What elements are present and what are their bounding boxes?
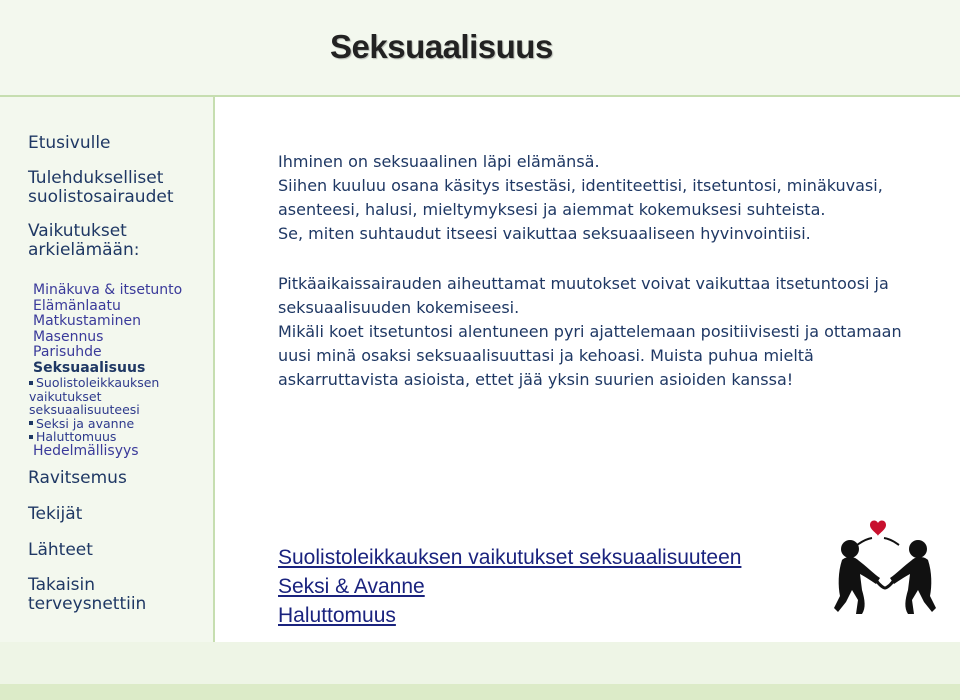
couple-heart-illustration xyxy=(832,516,938,620)
link-sex-and-stoma[interactable]: Seksi & Avanne xyxy=(278,575,425,598)
nav-authors-link[interactable]: Tekijät xyxy=(28,504,83,524)
sidebar-bullet-low-libido[interactable] xyxy=(29,430,215,444)
nav-nutrition-link[interactable]: Ravitsemus xyxy=(28,468,127,488)
nav-back-line1: Takaisin xyxy=(28,575,96,595)
sidebar-item-fertility[interactable]: Hedelmällisyys xyxy=(33,442,139,459)
link-low-libido[interactable]: Haluttomuus xyxy=(278,604,396,627)
nav-effects-line2: arkielämään: xyxy=(28,240,140,260)
content-paragraph: Pitkäaikaissairauden aiheuttamat muutokset voivat vaikuttaa itsetuntoosi ja seksuaalisuuden kokemiseesi. xyxy=(278,274,889,317)
sidebar-item-sexuality-active[interactable]: Seksuaalisuus xyxy=(33,359,146,376)
nav-effects-line1: Vaikutukset xyxy=(28,221,127,241)
sidebar-item-travel[interactable]: Matkustaminen xyxy=(33,313,141,329)
header xyxy=(0,0,960,97)
sidebar-bullet-sex-and-stoma[interactable] xyxy=(29,417,215,431)
footer-band xyxy=(0,642,960,684)
content-paragraph: Ihminen on seksuaalinen läpi elämänsä. xyxy=(278,152,600,171)
main-content xyxy=(278,150,918,392)
nav-diseases-link[interactable] xyxy=(28,169,174,207)
sidebar-bullet-label: Suolistoleikkauksen vaikutukset seksuaalisuuteesi xyxy=(29,375,160,417)
sidebar-item-self-image[interactable]: Minäkuva & itsetunto xyxy=(33,282,183,298)
sidebar-bullet-label: Haluttomuus xyxy=(36,429,117,444)
heart-icon xyxy=(870,521,886,536)
content-paragraph: Mikäli koet itsetuntosi alentuneen pyri ajattelemaan positiivisesti ja ottamaan uusi minä osaksi seksuaalisuuttasi ja kehoasi. Muista puhua mieltä askarruttavista asioista, ettet jää yksin suurien asioiden kanssa! xyxy=(278,322,902,389)
nav-effects-link[interactable] xyxy=(28,222,139,260)
nav-sources-link[interactable]: Lähteet xyxy=(28,540,93,560)
link-surgery-effects[interactable]: Suolistoleikkauksen vaikutukset seksuaalisuuteen xyxy=(278,546,742,569)
nav-diseases-line1: Tulehdukselliset xyxy=(28,168,164,188)
nav-home-link[interactable]: Etusivulle xyxy=(28,133,111,153)
nav-diseases-line2: suolistosairaudet xyxy=(28,187,174,207)
content-paragraph: Se, miten suhtaudut itseesi vaikuttaa seksuaaliseen hyvinvointiisi. xyxy=(278,224,811,243)
square-bullet-icon xyxy=(29,381,33,385)
related-links xyxy=(278,543,838,630)
square-bullet-icon xyxy=(29,435,33,439)
sidebar-bullet-surgery-effects[interactable] xyxy=(29,376,215,417)
square-bullet-icon xyxy=(29,421,33,425)
nav-back-link[interactable] xyxy=(28,576,146,614)
sidebar-sub-list xyxy=(29,282,215,459)
sidebar-item-quality-of-life[interactable]: Elämänlaatu xyxy=(33,297,121,314)
sidebar-item-depression[interactable]: Masennus xyxy=(33,328,104,345)
paragraph-gap xyxy=(278,246,918,272)
sidebar-item-relationship[interactable]: Parisuhde xyxy=(33,344,102,360)
sidebar-bullet-label: Seksi ja avanne xyxy=(36,415,135,431)
content-paragraph: Siihen kuuluu osana käsitys itsestäsi, identiteettisi, itsetuntosi, minäkuvasi, asenteesi, halusi, mieltymyksesi ja aiemmat kokemuksesi suhteista. xyxy=(278,176,883,219)
page-title: Seksuaalisuus xyxy=(330,28,553,65)
footer-band-bottom xyxy=(0,684,960,700)
nav-back-line2: terveysnettiin xyxy=(28,594,147,614)
